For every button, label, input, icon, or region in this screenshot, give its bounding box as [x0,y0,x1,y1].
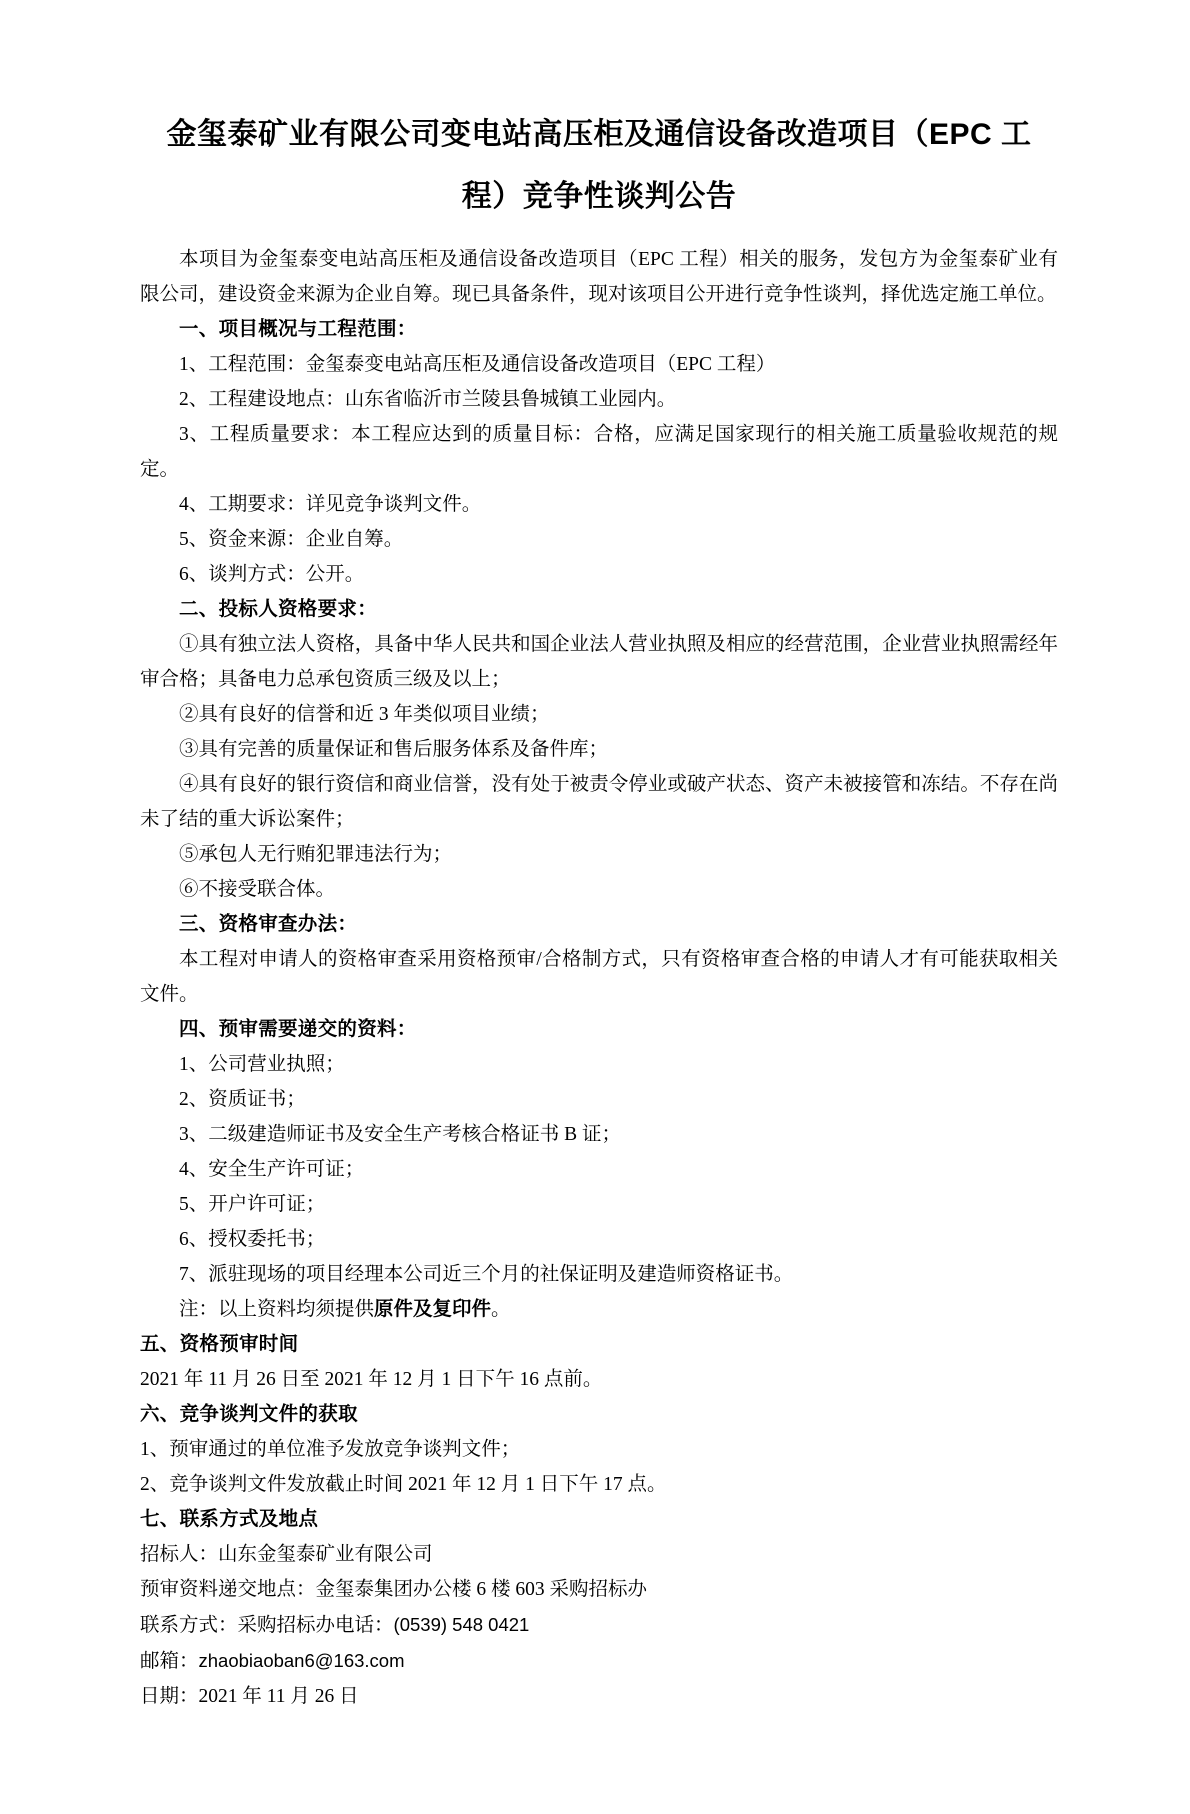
intro-paragraph: 本项目为金玺泰变电站高压柜及通信设备改造项目（EPC 工程）相关的服务，发包方为金玺泰矿业有限公司，建设资金来源为企业自筹。现已具备条件，现对该项目公开进行竞争性谈判，择优选定施工单位。 [140,249,1058,305]
section-4-item-3: 3、二级建造师证书及安全生产考核合格证书 B 证； [179,1124,622,1145]
section-6-item-1: 1、预审通过的单位准予发放竞争谈判文件； [140,1439,521,1460]
section-2-item-4: ④具有良好的银行资信和商业信誉，没有处于被责令停业或破产状态、资产未被接管和冻结。不存在尚未了结的重大诉讼案件； [140,774,1058,830]
tenderer-label: 招标人： [140,1544,219,1565]
section-4-item-2: 2、资质证书； [179,1089,306,1110]
section-heading-2: 二、投标人资格要求： [179,598,378,620]
page-title: 金玺泰矿业有限公司变电站高压柜及通信设备改造项目（EPC 工程）竞争性谈判公告 [166,118,1032,213]
date-value: 2021 年 11 月 26 日 [198,1686,359,1707]
section-4-note [140,1292,1058,1327]
tenderer-value: 山东金玺泰矿业有限公司 [218,1544,433,1565]
submit-location-label: 预审资料递交地点： [140,1579,316,1600]
phone-value: (0539) 548 0421 [393,1614,530,1635]
section-5-body: 2021 年 11 月 26 日至 2021 年 12 月 1 日下午 16 点前。 [140,1369,603,1390]
section-4-item-7: 7、派驻现场的项目经理本公司近三个月的社保证明及建造师资格证书。 [179,1264,794,1285]
section-1-item-3: 3、工程质量要求：本工程应达到的质量目标：合格，应满足国家现行的相关施工质量验收规范的规定。 [140,424,1058,480]
section-1-item-4: 4、工期要求：详见竞争谈判文件。 [179,494,482,515]
phone-label: 电话： [335,1615,394,1636]
section-heading-3: 三、资格审查办法： [179,913,358,935]
note-prefix: 注：以上资料均须提供 [179,1299,375,1320]
contact-line [140,1607,1058,1643]
section-2-item-1: ①具有独立法人资格，具备中华人民共和国企业法人营业执照及相应的经营范围，企业营业执照需经年审合格；具备电力总承包资质三级及以上； [140,634,1058,690]
submit-location-line [140,1572,1058,1607]
section-2-item-3: ③具有完善的质量保证和售后服务体系及备件库； [179,739,609,760]
section-heading-1: 一、项目概况与工程范围： [179,318,417,340]
section-2-item-6: ⑥不接受联合体。 [179,879,336,900]
section-heading-5: 五、资格预审时间 [140,1333,299,1355]
email-line [140,1643,1058,1679]
contact-label: 联系方式： [140,1615,238,1636]
section-4-item-5: 5、开户许可证； [179,1194,326,1215]
date-label: 日期： [140,1686,199,1707]
section-3-body: 本工程对申请人的资格审查采用资格预审/合格制方式，只有资格审查合格的申请人才有可能获取相关文件。 [140,949,1058,1005]
section-2-item-2: ②具有良好的信誉和近 3 年类似项目业绩； [179,704,550,725]
section-1-item-5: 5、资金来源：企业自筹。 [179,529,404,550]
section-4-item-4: 4、安全生产许可证； [179,1159,365,1180]
tenderer-line [140,1537,1058,1572]
section-heading-7: 七、联系方式及地点 [140,1508,319,1530]
note-emphasis: 原件及复印件 [374,1298,492,1320]
section-1-item-2: 2、工程建设地点：山东省临沂市兰陵县鲁城镇工业园内。 [179,389,677,410]
section-heading-4: 四、预审需要递交的资料： [179,1018,417,1040]
section-4-item-6: 6、授权委托书； [179,1229,326,1250]
note-suffix: 。 [491,1299,511,1320]
section-6-item-2: 2、竞争谈判文件发放截止时间 2021 年 12 月 1 日下午 17 点。 [140,1474,667,1495]
email-value[interactable]: zhaobiaoban6@163.com [198,1650,405,1671]
section-1-item-6: 6、谈判方式：公开。 [179,564,365,585]
section-4-item-1: 1、公司营业执照； [179,1054,345,1075]
section-2-item-5: ⑤承包人无行贿犯罪违法行为； [179,844,453,865]
contact-value: 采购招标办 [237,1615,336,1636]
submit-location-value: 金玺泰集团办公楼 6 楼 603 采购招标办 [315,1579,648,1600]
section-1-item-1: 1、工程范围：金玺泰变电站高压柜及通信设备改造项目（EPC 工程） [179,354,776,375]
section-heading-6: 六、竞争谈判文件的获取 [140,1403,358,1425]
email-label: 邮箱： [140,1651,199,1672]
date-line [140,1679,1058,1714]
